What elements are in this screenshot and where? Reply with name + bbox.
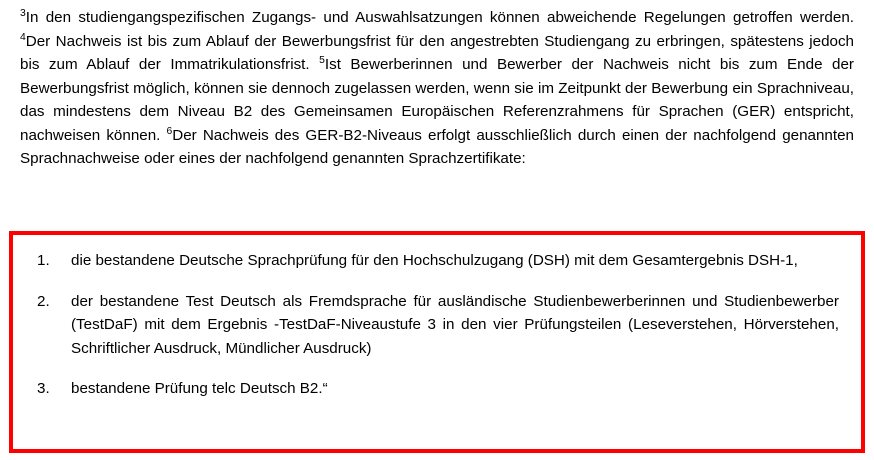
list-item-text: bestandene Prüfung telc Deutsch B2.“ <box>71 380 328 398</box>
intro-sentence-4: Der Nachweis ist bis zum Ablauf der Bewerbungsfrist für den angestrebten Studiengang zu erbringen, spätestens jedoch bis zum Ablauf der Immatrikulationsfrist. <box>20 32 854 74</box>
red-highlight-box <box>9 231 865 453</box>
numbered-list <box>13 235 861 401</box>
intro-paragraph <box>20 6 854 171</box>
list-item-marker: 1. <box>37 252 50 269</box>
footnote-marker-3: 3 <box>20 7 26 19</box>
list-item-text: der bestandene Test Deutsch als Fremdsprache für ausländische Studienbewerberinnen und Studienbewerber (TestDaF) mit dem Ergebnis -TestDaF-Niveaustufe 3 in den vier Prüfungsteilen (Leseverstehen, Hörverstehen, Schriftlicher Ausdruck, Mündlicher Ausdruck) <box>71 292 839 357</box>
intro-paragraph-block <box>0 0 874 171</box>
intro-sentence-6: Der Nachweis des GER-B2-Niveaus erfolgt ausschließlich durch einen der nachfolgend genannten Sprachnachweise oder eines der nachfolgend genannten Sprachzertifikate: <box>20 126 854 168</box>
list-item-marker: 2. <box>37 292 50 310</box>
intro-sentence-3: In den studiengangspezifischen Zugangs- und Auswahlsatzungen können abweichende Regelungen getroffen werden. <box>25 9 854 26</box>
list-item-text: die bestandene Deutsche Sprachprüfung für den Hochschulzugang (DSH) mit dem Gesamtergebnis DSH-1, <box>71 252 798 269</box>
footnote-marker-4: 4 <box>20 31 26 43</box>
footnote-marker-5: 5 <box>319 55 325 67</box>
list-item-marker: 3. <box>37 380 50 398</box>
intro-sentence-5: Ist Bewerberinnen und Bewerber der Nachweis nicht bis zum Ende der Bewerbungsfrist möglich, können sie dennoch zugelassen werden, wenn sie im Zeitpunkt der Bewerbung ein Sprachniveau, das mindestens dem Niveau B2 des Gemeinsamen Europäischen Referenzrahmens für Sprachen (GER) entspricht, nachweisen können. <box>20 56 854 144</box>
list-item <box>37 249 839 273</box>
list-item <box>37 377 839 401</box>
footnote-marker-6: 6 <box>166 125 173 137</box>
list-item <box>37 290 839 361</box>
